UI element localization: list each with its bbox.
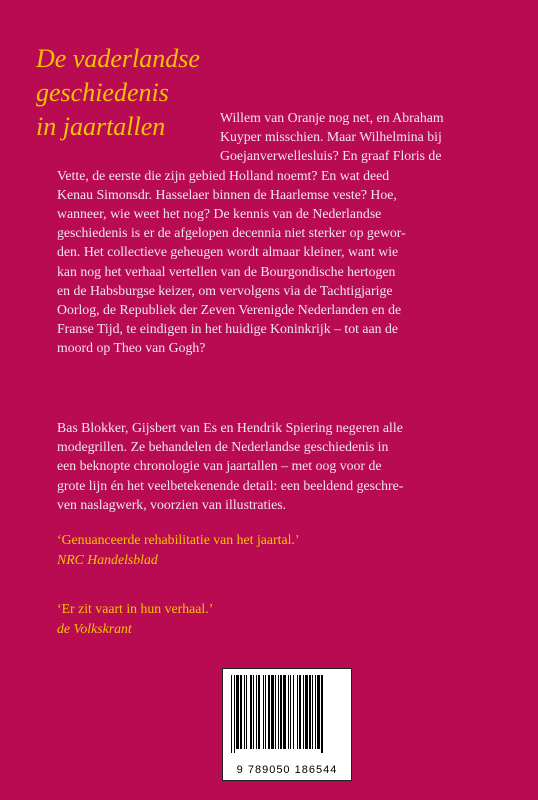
barcode-bar: [256, 675, 257, 749]
barcode-bar: [315, 675, 316, 749]
blurb-line: een beknopte chronologie van jaartallen – met oog voor de: [57, 458, 382, 474]
blurb-line: Oorlog, de Republiek der Zeven Verenigde Nederlanden en de: [57, 302, 402, 318]
barcode-bars: [229, 675, 347, 753]
barcode-bar: [297, 675, 298, 749]
review-quote: [57, 599, 510, 638]
blurb-line: kan nog het verhaal vertellen van de Bourgondische hertogen: [57, 263, 396, 279]
barcode-bar: [265, 675, 266, 749]
blurb-line: Kuyper misschien. Maar Wilhelmina bij: [220, 129, 442, 145]
isbn-number: 9 789050 186544: [236, 764, 338, 776]
blurb-line: geschiedenis is er de afgelopen decennia niet sterker op gewor-: [57, 225, 406, 241]
blurb-line: modegrillen. Ze behandelen de Nederlandse geschiedenis in: [57, 439, 389, 455]
blurb-line: Kenau Simonsdr. Hasselaer binnen de Haarlemse veste? Hoe,: [57, 186, 397, 202]
barcode-bar: [258, 675, 260, 749]
blurb-line: moord op Theo van Gogh?: [57, 340, 206, 356]
barcode-bar: [303, 675, 304, 749]
barcode-bar: [305, 675, 308, 749]
blurb-line: ven naslagwerk, voorzien van illustraties.: [57, 496, 287, 512]
blurb-line: den. Het collectieve geheugen wordt almaar kleiner, want wie: [57, 244, 399, 260]
title-line: in jaartallen: [36, 112, 166, 141]
barcode-bar: [309, 675, 311, 749]
barcode-bar: [290, 675, 291, 749]
blurb-line: Bas Blokker, Gijsbert van Es en Hendrik Spiering negeren alle: [57, 420, 403, 435]
blurb-line: Franse Tijd, te eindigen in het huidige Koninkrijk – tot aan de: [57, 321, 399, 337]
barcode-bar: [234, 675, 235, 753]
barcode-bar: [288, 675, 289, 749]
barcode-bar: [275, 675, 276, 749]
blurb-line: en de Habsburgse keizer, om vervolgens via de Tachtigjarige: [57, 282, 393, 298]
barcode-bar: [278, 675, 279, 749]
barcode-bar: [253, 675, 254, 749]
barcode-bar: [231, 675, 232, 753]
barcode-bar: [263, 675, 264, 749]
barcode-bar: [299, 675, 301, 749]
barcode-bar: [250, 675, 252, 749]
barcode-bar: [244, 675, 245, 749]
barcode-bar: [283, 675, 286, 749]
barcode-bar: [268, 675, 270, 749]
quote-source: NRC Handelsblad: [57, 551, 158, 567]
blurb-paragraph-2: [57, 418, 510, 514]
barcode-bar: [280, 675, 282, 749]
barcode-bar: [312, 675, 313, 749]
barcode-bar: [240, 675, 242, 749]
title-line: De vaderlandse: [36, 44, 200, 73]
barcode-bar: [321, 675, 323, 753]
barcode-bar: [236, 675, 239, 749]
blurb-line: Willem van Oranje nog net, en Abraham: [220, 110, 444, 125]
barcode-bar: [246, 675, 247, 749]
blurb-paragraph-1: [57, 108, 510, 358]
barcode-bar: [317, 675, 320, 749]
barcode-bar: [293, 675, 294, 749]
title-line: geschiedenis: [36, 78, 169, 107]
blurb-line: wanneer, wie weet het nog? De kennis van de Nederlandse: [57, 206, 382, 222]
quote-text: ‘Genuanceerde rehabilitatie van het jaartal.’: [57, 532, 300, 547]
blurb-line: grote lijn én het veelbetekenende detail: een beeldend geschre-: [57, 477, 404, 493]
blurb-line: Vette, de eerste die zijn gebied Holland noemt? En wat deed: [57, 167, 390, 183]
quote-source: de Volkskrant: [57, 620, 132, 636]
blurb-line: Goejanverwellesluis? En graaf Floris de: [220, 148, 442, 164]
isbn-barcode: [222, 668, 352, 781]
barcode-bar: [271, 675, 274, 749]
review-quote: [57, 530, 510, 569]
quote-text: ‘Er zit vaart in hun verhaal.’: [57, 601, 214, 616]
